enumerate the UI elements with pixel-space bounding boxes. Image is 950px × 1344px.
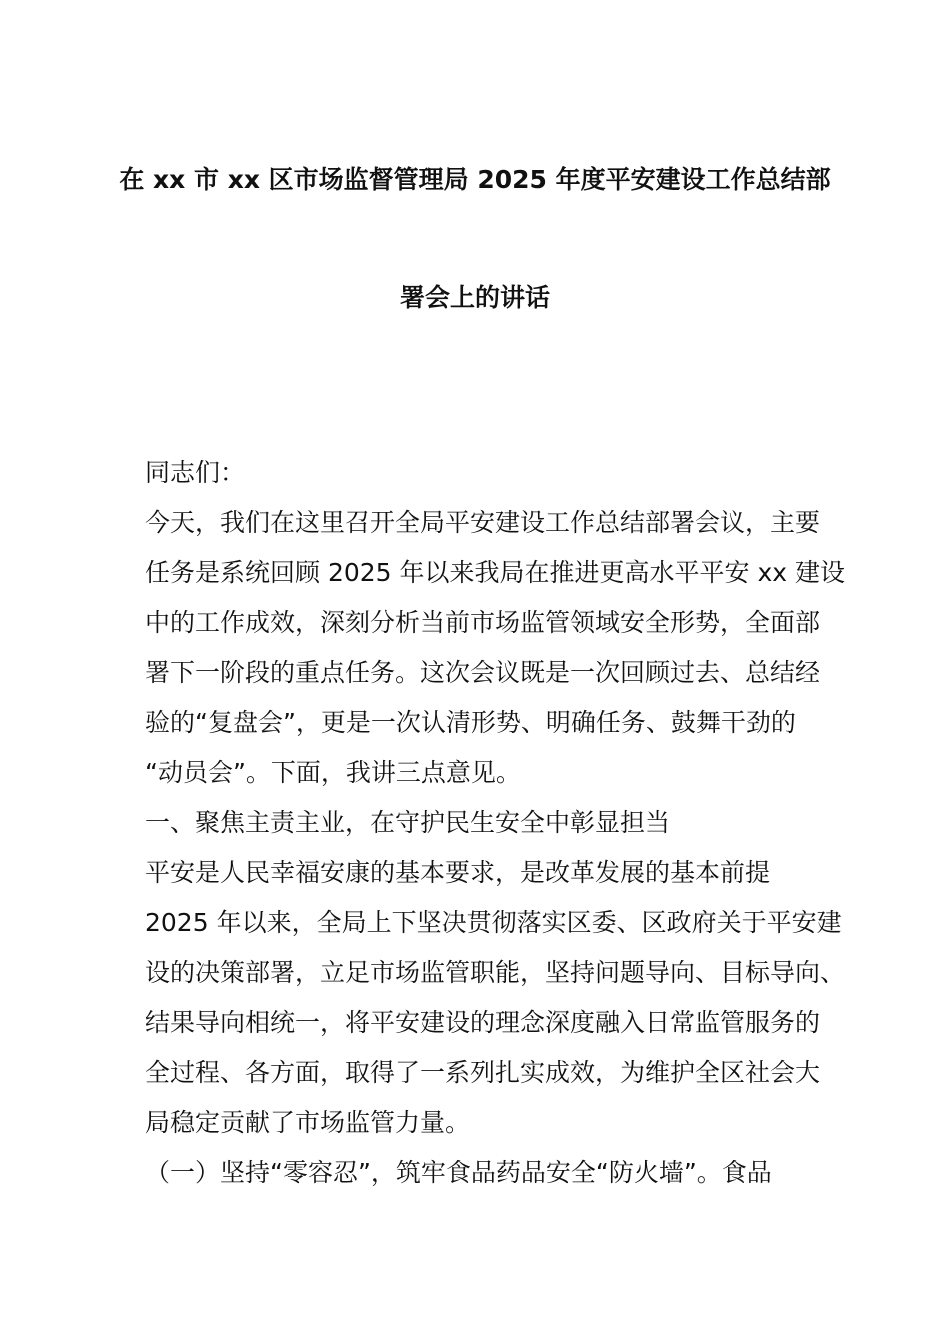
document-title-line-1: 在 xx 市 xx 区市场监督管理局 2025 年度平安建设工作总结部: [119, 165, 831, 194]
document-title-line-2: 署会上的讲话: [399, 283, 550, 312]
section-heading: 一、聚焦主责主业，在守护民生安全中彰显担当: [145, 808, 671, 837]
body-line: 验的“复盘会”，更是一次认清形势、明确任务、鼓舞干劲的: [145, 708, 796, 737]
body-line: 署下一阶段的重点任务。这次会议既是一次回顾过去、总结经: [145, 658, 821, 687]
body-line: 中的工作成效，深刻分析当前市场监管领域安全形势，全面部: [145, 608, 821, 637]
body-line: 设的决策部署，立足市场监管职能，坚持问题导向、目标导向、: [145, 958, 846, 987]
body-line: 结果导向相统一，将平安建设的理念深度融入日常监管服务的: [145, 1008, 821, 1037]
speech-body: [145, 448, 846, 1198]
body-line: 平安是人民幸福安康的基本要求，是改革发展的基本前提: [145, 858, 771, 887]
body-line: “动员会”。下面，我讲三点意见。: [145, 758, 521, 787]
body-line: 任务是系统回顾 2025 年以来我局在推进更高水平平安 xx 建设: [145, 558, 846, 587]
body-line: 2025 年以来，全局上下坚决贯彻落实区委、区政府关于平安建: [145, 908, 842, 937]
body-line: 局稳定贡献了市场监管力量。: [145, 1108, 471, 1137]
body-line: 今天，我们在这里召开全局平安建设工作总结部署会议，主要: [145, 508, 821, 537]
subsection-heading: （一）坚持“零容忍”，筑牢食品药品安全“防火墙”。食品: [145, 1158, 772, 1187]
salutation: 同志们：: [145, 458, 246, 487]
body-line: 全过程、各方面，取得了一系列扎实成效，为维护全区社会大: [145, 1058, 821, 1087]
